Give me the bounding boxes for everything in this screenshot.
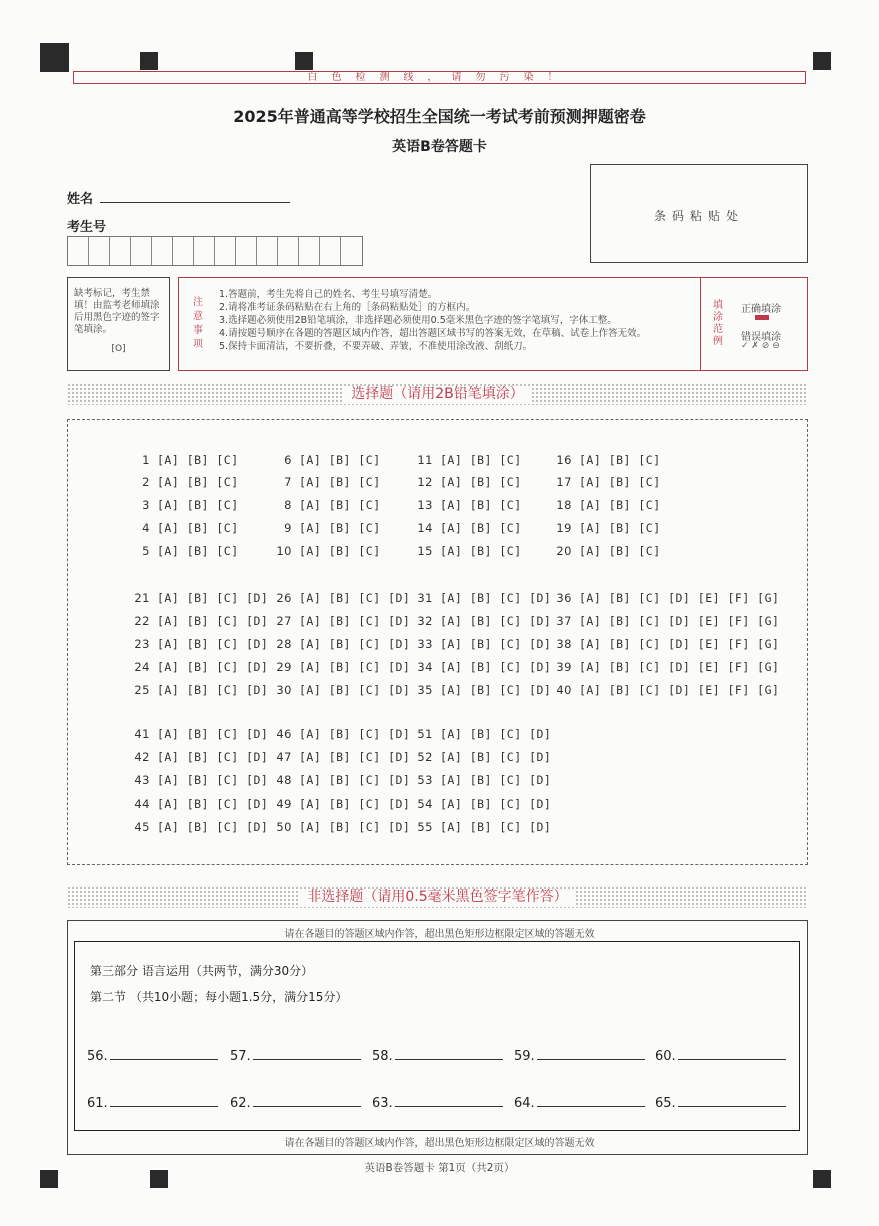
question-item[interactable] — [270, 637, 410, 651]
question-item[interactable] — [411, 683, 551, 697]
question-item[interactable] — [550, 660, 779, 674]
question-item[interactable] — [128, 614, 268, 628]
question-number: 9 — [284, 521, 292, 535]
question-number: 10 — [276, 544, 292, 558]
note-item: 3.选择题必须使用2B铅笔填涂，非选择题必须使用0.5毫米黑色字迹的签字笔填写，字体工整。 — [219, 315, 617, 326]
answer-options[interactable]: [A] [B] [C] [D] — [157, 614, 269, 628]
answer-options[interactable]: [A] [B] [C] [D] — [157, 591, 269, 605]
name-label: 姓名 — [67, 192, 94, 207]
answer-options[interactable]: [A] [B] [C] [D] — [440, 727, 552, 741]
question-item[interactable] — [411, 453, 522, 467]
question-number: 7 — [284, 475, 292, 489]
registration-mark — [40, 43, 69, 72]
section2-heading: 第二节 （共10小题；每小题1.5分，满分15分） — [90, 990, 348, 1004]
absent-box — [67, 277, 170, 371]
answer-options[interactable]: [A] [B] [C] — [579, 453, 661, 467]
answer-options[interactable]: [A] [B] [C] — [440, 544, 522, 558]
answer-options[interactable]: [A] [B] [C] [D] — [157, 797, 269, 811]
question-item[interactable] — [550, 544, 661, 558]
fill-blank-64[interactable]: 64. — [514, 1094, 645, 1111]
question-item[interactable] — [270, 773, 410, 787]
question-number: 41 — [134, 727, 150, 741]
question-item[interactable] — [270, 475, 381, 489]
nonchoice-section-band — [67, 886, 808, 908]
question-item[interactable] — [128, 727, 268, 741]
fill-blank-62[interactable]: 62. — [230, 1094, 361, 1111]
answer-options[interactable]: [A] [B] [C] — [440, 521, 522, 535]
question-item[interactable] — [270, 544, 381, 558]
answer-options[interactable]: [A] [B] [C] — [157, 521, 239, 535]
answer-options[interactable]: [A] [B] [C] [D] — [440, 797, 552, 811]
fill-example-heading: 填涂范例 — [713, 300, 723, 347]
question-number: 19 — [556, 521, 572, 535]
question-item[interactable] — [128, 773, 268, 787]
question-item[interactable] — [550, 498, 661, 512]
question-number: 53 — [417, 773, 433, 787]
nonchoice-section-title: 非选择题（请用0.5毫米黑色签字笔作答） — [299, 889, 575, 905]
answer-options[interactable]: [A] [B] [C] [D] — [440, 773, 552, 787]
question-item[interactable] — [411, 750, 551, 764]
registration-mark — [813, 52, 831, 70]
question-number: 22 — [134, 614, 150, 628]
notes-box — [178, 277, 808, 371]
barcode-area — [590, 164, 808, 263]
answer-options[interactable]: [A] [B] [C] [D] — [299, 660, 411, 674]
question-item[interactable] — [550, 637, 779, 651]
fill-blank-59[interactable]: 59. — [514, 1047, 645, 1064]
question-item[interactable] — [128, 453, 239, 467]
question-number: 30 — [276, 683, 292, 697]
barcode-label: 条码粘贴处 — [653, 209, 744, 223]
registration-mark — [295, 52, 313, 70]
notes-heading: 注意事项 — [193, 297, 203, 350]
question-number: 11 — [417, 453, 433, 467]
fill-blank-57[interactable]: 57. — [230, 1047, 361, 1064]
answer-options[interactable]: [A] [B] [C] — [579, 475, 661, 489]
question-item[interactable] — [270, 820, 410, 834]
question-item[interactable] — [411, 544, 522, 558]
question-number: 36 — [556, 591, 572, 605]
question-number: 5 — [142, 544, 150, 558]
question-item[interactable] — [411, 797, 551, 811]
question-item[interactable] — [128, 750, 268, 764]
question-number: 40 — [556, 683, 572, 697]
wrong-fill-sample: ✓ ✗ ⊘ ⊖ — [741, 341, 780, 351]
question-number: 42 — [134, 750, 150, 764]
answer-options[interactable]: [A] [B] [C] [D] — [299, 820, 411, 834]
answer-options[interactable]: [A] [B] [C] [D] — [157, 727, 269, 741]
answer-options[interactable]: [A] [B] [C] [D] [E] [F] [G] — [579, 591, 780, 605]
answer-options[interactable]: [A] [B] [C] [D] — [299, 591, 411, 605]
question-number: 27 — [276, 614, 292, 628]
question-item[interactable] — [411, 475, 522, 489]
answer-options[interactable]: [A] [B] [C] [D] [E] [F] [G] — [579, 637, 780, 651]
answer-options[interactable]: [A] [B] [C] [D] — [440, 683, 552, 697]
answer-options[interactable]: [A] [B] [C] — [157, 498, 239, 512]
answer-options[interactable]: [A] [B] [C] [D] — [440, 660, 552, 674]
exam-title: 2025年普通高等学校招生全国统一考试考前预测押题密卷 — [233, 107, 646, 126]
question-number: 55 — [417, 820, 433, 834]
absent-bubble[interactable]: [O] — [111, 344, 126, 354]
note-item: 1.答题前，考生先将自己的姓名、考生号填写清楚。 — [219, 289, 438, 300]
question-number: 1 — [142, 453, 150, 467]
answer-options[interactable]: [A] [B] [C] [D] — [440, 750, 552, 764]
question-item[interactable] — [411, 591, 551, 605]
answer-options[interactable]: [A] [B] [C] — [579, 498, 661, 512]
question-item[interactable] — [550, 614, 779, 628]
question-item[interactable] — [411, 637, 551, 651]
question-number: 48 — [276, 773, 292, 787]
fill-blank-58[interactable]: 58. — [372, 1047, 503, 1064]
question-item[interactable] — [270, 521, 381, 535]
question-item[interactable] — [411, 614, 551, 628]
question-number: 45 — [134, 820, 150, 834]
part3-heading: 第三部分 语言运用（共两节，满分30分） — [90, 964, 314, 978]
question-number: 21 — [134, 591, 150, 605]
question-item[interactable] — [270, 727, 410, 741]
answer-options[interactable]: [A] [B] [C] — [579, 544, 661, 558]
choice-section-title: 选择题（请用2B铅笔填涂） — [343, 386, 532, 402]
question-item[interactable] — [411, 498, 522, 512]
fill-blank-60[interactable]: 60. — [655, 1047, 786, 1064]
answer-options[interactable]: [A] [B] [C] [D] — [299, 614, 411, 628]
answer-options[interactable]: [A] [B] [C] — [299, 453, 381, 467]
question-number: 28 — [276, 637, 292, 651]
notes-list — [219, 288, 689, 353]
question-item[interactable] — [128, 475, 239, 489]
question-item[interactable] — [411, 727, 551, 741]
question-number: 12 — [417, 475, 433, 489]
question-item[interactable] — [270, 683, 410, 697]
question-item[interactable] — [550, 521, 661, 535]
question-item[interactable] — [270, 498, 381, 512]
question-number: 23 — [134, 637, 150, 651]
question-item[interactable] — [270, 453, 381, 467]
answer-options[interactable]: [A] [B] [C] [D] — [299, 797, 411, 811]
answer-area-note-top: 请在各题目的答题区域内作答，超出黑色矩形边框限定区域的答题无效 — [284, 929, 595, 940]
question-item[interactable] — [128, 820, 268, 834]
question-number: 51 — [417, 727, 433, 741]
divider — [700, 278, 701, 370]
id-label: 考生号 — [67, 220, 107, 235]
question-number: 39 — [556, 660, 572, 674]
card-title: 英语B卷答题卡 — [392, 139, 487, 155]
answer-options[interactable]: [A] [B] [C] — [299, 475, 381, 489]
answer-options[interactable]: [A] [B] [C] [D] — [299, 683, 411, 697]
answer-options[interactable]: [A] [B] [C] [D] — [157, 750, 269, 764]
id-field[interactable] — [67, 236, 363, 266]
question-item[interactable] — [550, 683, 779, 697]
fill-blank-56[interactable]: 56. — [87, 1047, 218, 1064]
note-item: 4.请按题号顺序在各题的答题区域内作答，超出答题区域书写的答案无效，在草稿、试卷上作答无效。 — [219, 328, 647, 339]
question-item[interactable] — [128, 683, 268, 697]
question-number: 16 — [556, 453, 572, 467]
wrong-fill-label: 错误填涂 — [741, 332, 781, 343]
question-number: 52 — [417, 750, 433, 764]
answer-options[interactable]: [A] [B] [C] [D] — [299, 727, 411, 741]
answer-options[interactable]: [A] [B] [C] — [299, 544, 381, 558]
question-item[interactable] — [550, 591, 779, 605]
question-item[interactable] — [550, 475, 661, 489]
question-number: 15 — [417, 544, 433, 558]
answer-options[interactable]: [A] [B] [C] — [579, 521, 661, 535]
question-number: 2 — [142, 475, 150, 489]
question-item[interactable] — [270, 614, 410, 628]
answer-options[interactable]: [A] [B] [C] [D] — [157, 637, 269, 651]
answer-options[interactable]: [A] [B] [C] [D] — [157, 683, 269, 697]
answer-options[interactable]: [A] [B] [C] — [440, 453, 522, 467]
answer-options[interactable]: [A] [B] [C] — [299, 521, 381, 535]
question-item[interactable] — [128, 797, 268, 811]
question-item[interactable] — [411, 773, 551, 787]
answer-options[interactable]: [A] [B] [C] [D] — [299, 773, 411, 787]
question-number: 14 — [417, 521, 433, 535]
note-item: 5.保持卡面清洁，不要折叠，不要弄破、弄皱，不准使用涂改液、刮纸刀。 — [219, 341, 533, 352]
answer-options[interactable]: [A] [B] [C] — [440, 498, 522, 512]
answer-options[interactable]: [A] [B] [C] — [157, 544, 239, 558]
answer-options[interactable]: [A] [B] [C] [D] — [440, 637, 552, 651]
question-number: 44 — [134, 797, 150, 811]
choice-section-band — [67, 383, 808, 405]
question-number: 26 — [276, 591, 292, 605]
question-item[interactable] — [270, 591, 410, 605]
answer-options[interactable]: [A] [B] [C] [D] [E] [F] [G] — [579, 660, 780, 674]
note-item: 2.请将准考证条码粘贴在右上角的［条码粘贴处］的方框内。 — [219, 302, 476, 313]
question-item[interactable] — [128, 660, 268, 674]
answer-options[interactable]: [A] [B] [C] [D] — [440, 591, 552, 605]
answer-options[interactable]: [A] [B] [C] [D] — [299, 750, 411, 764]
question-number: 33 — [417, 637, 433, 651]
question-item[interactable] — [270, 750, 410, 764]
question-item[interactable] — [550, 453, 661, 467]
question-item[interactable] — [128, 544, 239, 558]
question-number: 54 — [417, 797, 433, 811]
question-number: 4 — [142, 521, 150, 535]
fill-blank-61[interactable]: 61. — [87, 1094, 218, 1111]
question-number: 8 — [284, 498, 292, 512]
white-detection-line: 白色检测线，请勿污染！ — [73, 71, 806, 84]
correct-fill-sample — [755, 315, 769, 320]
question-number: 34 — [417, 660, 433, 674]
question-number: 20 — [556, 544, 572, 558]
answer-options[interactable]: [A] [B] [C] [D] — [440, 614, 552, 628]
question-number: 37 — [556, 614, 572, 628]
absent-note: 缺考标记，考生禁填！由监考老师填涂后用黑色字迹的签字笔填涂。 — [74, 288, 160, 335]
question-number: 18 — [556, 498, 572, 512]
answer-options[interactable]: [A] [B] [C] — [299, 498, 381, 512]
question-number: 24 — [134, 660, 150, 674]
question-item[interactable] — [411, 660, 551, 674]
question-number: 35 — [417, 683, 433, 697]
question-item[interactable] — [411, 521, 522, 535]
question-number: 32 — [417, 614, 433, 628]
question-item[interactable] — [128, 521, 239, 535]
answer-options[interactable]: [A] [B] [C] [D] [E] [F] [G] — [579, 614, 780, 628]
question-number: 46 — [276, 727, 292, 741]
answer-options[interactable]: [A] [B] [C] — [440, 475, 522, 489]
answer-options[interactable]: [A] [B] [C] — [157, 453, 239, 467]
fill-blank-63[interactable]: 63. — [372, 1094, 503, 1111]
question-number: 38 — [556, 637, 572, 651]
question-number: 3 — [142, 498, 150, 512]
question-number: 47 — [276, 750, 292, 764]
question-number: 13 — [417, 498, 433, 512]
question-number: 43 — [134, 773, 150, 787]
answer-options[interactable]: [A] [B] [C] [D] — [440, 820, 552, 834]
question-number: 25 — [134, 683, 150, 697]
answer-options[interactable]: [A] [B] [C] [D] — [157, 773, 269, 787]
correct-fill-label: 正确填涂 — [741, 304, 781, 315]
question-number: 17 — [556, 475, 572, 489]
question-number: 31 — [417, 591, 433, 605]
question-item[interactable] — [128, 637, 268, 651]
question-item[interactable] — [411, 820, 551, 834]
registration-mark — [140, 52, 158, 70]
question-number: 29 — [276, 660, 292, 674]
question-item[interactable] — [270, 797, 410, 811]
footer: 英语B卷答题卡 第1页（共2页） — [364, 1162, 515, 1174]
question-number: 50 — [276, 820, 292, 834]
answer-options[interactable]: [A] [B] [C] [D] — [157, 820, 269, 834]
name-field[interactable] — [100, 202, 290, 203]
answer-area-note-bottom: 请在各题目的答题区域内作答，超出黑色矩形边框限定区域的答题无效 — [284, 1138, 595, 1149]
question-number: 49 — [276, 797, 292, 811]
fill-blank-65[interactable]: 65. — [655, 1094, 786, 1111]
question-item[interactable] — [128, 591, 268, 605]
answer-options[interactable]: [A] [B] [C] — [157, 475, 239, 489]
answer-options[interactable]: [A] [B] [C] [D] — [157, 660, 269, 674]
question-item[interactable] — [270, 660, 410, 674]
answer-options[interactable]: [A] [B] [C] [D] [E] [F] [G] — [579, 683, 780, 697]
question-item[interactable] — [128, 498, 239, 512]
question-number: 6 — [284, 453, 292, 467]
answer-options[interactable]: [A] [B] [C] [D] — [299, 637, 411, 651]
